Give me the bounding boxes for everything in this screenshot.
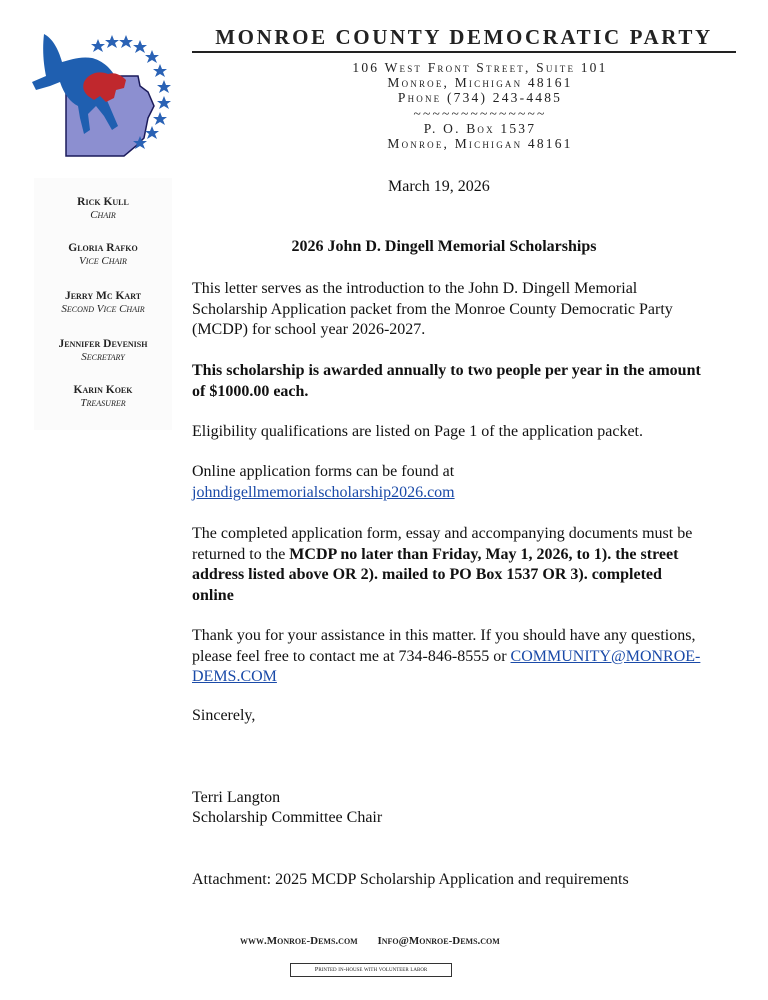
officer-name: Jennifer Devenish — [58, 338, 148, 350]
officer-title: Vice Chair — [79, 255, 127, 267]
thanks-text: Thank you for your assistance in this matter. If you should have any questions, please feel free to contact me at 734-846-8555 or — [192, 627, 696, 665]
officer-entry — [34, 338, 172, 363]
officer-entry — [34, 242, 172, 267]
award-paragraph: This scholarship is awarded annually to two people per year in the amount of $1000.00 each. — [192, 362, 701, 400]
return-text: The completed application form, essay and accompanying documents must be returned to the — [192, 525, 693, 563]
address-block — [300, 60, 660, 151]
address-line: P. O. Box 1537 — [423, 120, 537, 136]
party-logo — [26, 26, 178, 160]
officer-title: Chair — [90, 209, 116, 221]
scholarship-website-link[interactable]: johndigellmemorialscholarship2026.com — [192, 483, 455, 501]
eligibility-paragraph: Eligibility qualifications are listed on Page 1 of the application packet. — [192, 423, 643, 440]
officer-name: Gloria Rafko — [68, 242, 138, 254]
union-label: Printed in-house with volunteer labor — [290, 963, 452, 977]
officers-sidebar — [34, 178, 172, 430]
letter-title: 2026 John D. Dingell Memorial Scholarships — [291, 238, 597, 255]
officer-title: Secretary — [81, 351, 125, 363]
closing: Sincerely, — [192, 707, 256, 724]
officer-name: Rick Kull — [77, 196, 129, 208]
address-line: ~~~~~~~~~~~~~~ — [413, 105, 547, 121]
footer-website[interactable]: www.Monroe-Dems.com — [240, 935, 358, 947]
officer-entry — [34, 196, 172, 221]
letter-date: March 19, 2026 — [388, 178, 490, 195]
address-line: Monroe, Michigan 48161 — [387, 75, 573, 91]
address-line: Phone (734) 243-4485 — [397, 90, 563, 106]
footer-email[interactable]: Info@Monroe-Dems.com — [377, 935, 500, 947]
signer-name: Terri Langton — [192, 789, 281, 806]
attachment-line: Attachment: 2025 MCDP Scholarship Application and requirements — [192, 871, 629, 888]
officer-entry — [34, 290, 172, 315]
officer-name: Karin Koek — [73, 384, 133, 396]
contact-email-link[interactable]: COMMUNITY@MONROE-DEMS.COM — [192, 647, 701, 686]
thanks-paragraph — [192, 626, 702, 688]
footer-links — [240, 935, 500, 947]
online-text: Online application forms can be found at — [192, 463, 455, 480]
return-deadline-text: MCDP no later than Friday, May 1, 2026, to 1). the street address listed above OR 2). mailed to PO Box 1537 OR 3). completed online — [192, 545, 679, 604]
address-line: 106 West Front Street, Suite 101 — [352, 60, 608, 75]
officer-entry — [34, 384, 172, 409]
return-paragraph — [192, 524, 702, 606]
officer-title: Second Vice Chair — [61, 303, 145, 315]
officer-name: Jerry Mc Kart — [64, 290, 142, 302]
address-line: Monroe, Michigan 48161 — [387, 136, 573, 152]
officer-title: Treasurer — [80, 397, 126, 409]
header-rule — [192, 51, 736, 53]
signer-title: Scholarship Committee Chair — [192, 809, 383, 826]
org-name: MONROE COUNTY DEMOCRATIC PARTY — [215, 25, 713, 49]
intro-paragraph: This letter serves as the introduction to the John D. Dingell Memorial Scholarship Application packet from the Monroe County Democratic Party (MCDP) for school year 2026-2027. — [192, 280, 673, 339]
online-paragraph — [192, 462, 702, 503]
